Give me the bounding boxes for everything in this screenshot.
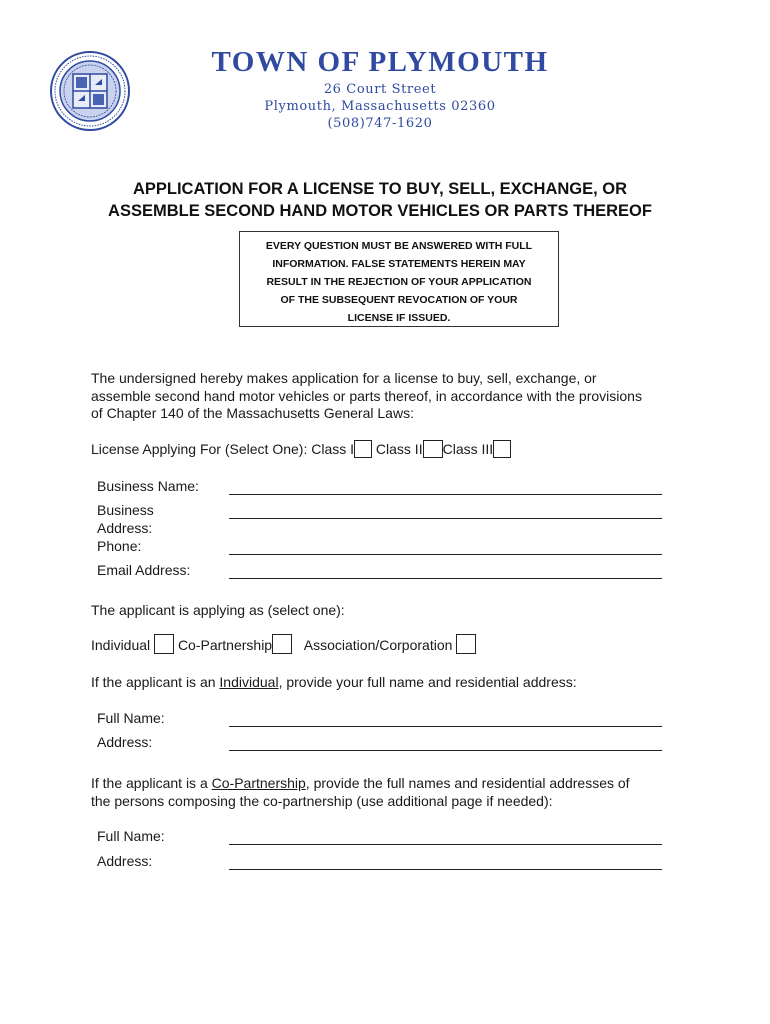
association-label: Association/Corporation <box>303 637 453 653</box>
individual-instructions <box>91 674 577 690</box>
form-heading-line-2: ASSEMBLE SECOND HAND MOTOR VEHICLES OR PARTS THEREOF <box>108 202 652 220</box>
applicant-type-prompt: The applicant is applying as (select one): <box>91 602 345 618</box>
email-label: Email Address: <box>97 562 191 578</box>
city-address: Plymouth, Massachusetts 02360 <box>264 99 496 114</box>
association-checkbox[interactable] <box>456 634 476 654</box>
class-2-label: Class II <box>375 441 423 457</box>
business-name-field[interactable] <box>229 494 662 495</box>
class-2-checkbox[interactable] <box>423 440 443 458</box>
partnership-instructions-suffix: , provide the full names and residential addresses of <box>305 775 630 791</box>
warning-line: OF THE SUBSEQUENT REVOCATION OF YOUR <box>280 294 518 306</box>
phone-field[interactable] <box>229 554 662 555</box>
business-address-field[interactable] <box>229 518 662 519</box>
business-name-label: Business Name: <box>97 478 199 494</box>
applicant-type-row <box>91 634 476 654</box>
individual-address-field[interactable] <box>229 750 662 751</box>
individual-address-label: Address: <box>97 734 153 750</box>
license-class-prompt: License Applying For (Select One): Class I <box>91 441 355 457</box>
partnership-instructions-line-2: the persons composing the co-partnership (use additional page if needed): <box>91 793 553 809</box>
partnership-instructions-prefix: If the applicant is a <box>91 775 212 791</box>
business-address-label-line-2: Address: <box>97 519 153 536</box>
license-class-row <box>91 440 511 458</box>
intro-paragraph <box>91 370 691 423</box>
individual-full-name-field[interactable] <box>229 726 662 727</box>
individual-instructions-prefix: If the applicant is an <box>91 674 220 690</box>
individual-term: Individual <box>219 674 279 690</box>
individual-checkbox[interactable] <box>154 634 174 654</box>
partnership-instructions <box>91 775 630 791</box>
town-phone: (508)747-1620 <box>327 116 433 131</box>
warning-line: INFORMATION. FALSE STATEMENTS HEREIN MAY <box>272 258 526 270</box>
business-address-label-line-1: Business <box>97 502 154 518</box>
town-seal-icon <box>50 51 130 131</box>
class-3-label: Class III <box>442 441 494 457</box>
warning-line: LICENSE IF ISSUED. <box>347 312 451 324</box>
individual-label: Individual <box>91 637 151 653</box>
partnership-full-name-label: Full Name: <box>97 828 165 844</box>
business-address-label <box>97 502 154 537</box>
warning-box <box>239 231 559 327</box>
individual-full-name-label: Full Name: <box>97 710 165 726</box>
copartnership-checkbox[interactable] <box>272 634 292 654</box>
form-heading-line-1: APPLICATION FOR A LICENSE TO BUY, SELL, EXCHANGE, OR <box>132 180 628 198</box>
warning-line: EVERY QUESTION MUST BE ANSWERED WITH FULL <box>265 240 533 252</box>
copartnership-term: Co-Partnership <box>211 775 306 791</box>
class-3-checkbox[interactable] <box>493 440 511 458</box>
partnership-full-name-field[interactable] <box>229 844 662 845</box>
partnership-address-field[interactable] <box>229 869 662 870</box>
email-field[interactable] <box>229 578 662 579</box>
warning-line: RESULT IN THE REJECTION OF YOUR APPLICATION <box>266 276 532 288</box>
intro-line: assemble second hand motor vehicles or parts thereof, in accordance with the provisions <box>91 387 642 404</box>
phone-label: Phone: <box>97 538 142 554</box>
street-address: 26 Court Street <box>323 82 437 97</box>
partnership-address-label: Address: <box>97 853 153 869</box>
intro-line: The undersigned hereby makes application for a license to buy, sell, exchange, or <box>91 370 597 386</box>
class-1-checkbox[interactable] <box>354 440 372 458</box>
intro-line: of Chapter 140 of the Massachusetts General Laws: <box>91 405 414 421</box>
copartnership-label: Co-Partnership <box>177 637 273 653</box>
town-title: TOWN OF PLYMOUTH <box>211 46 549 78</box>
individual-instructions-suffix: , provide your full name and residential address: <box>278 674 577 690</box>
